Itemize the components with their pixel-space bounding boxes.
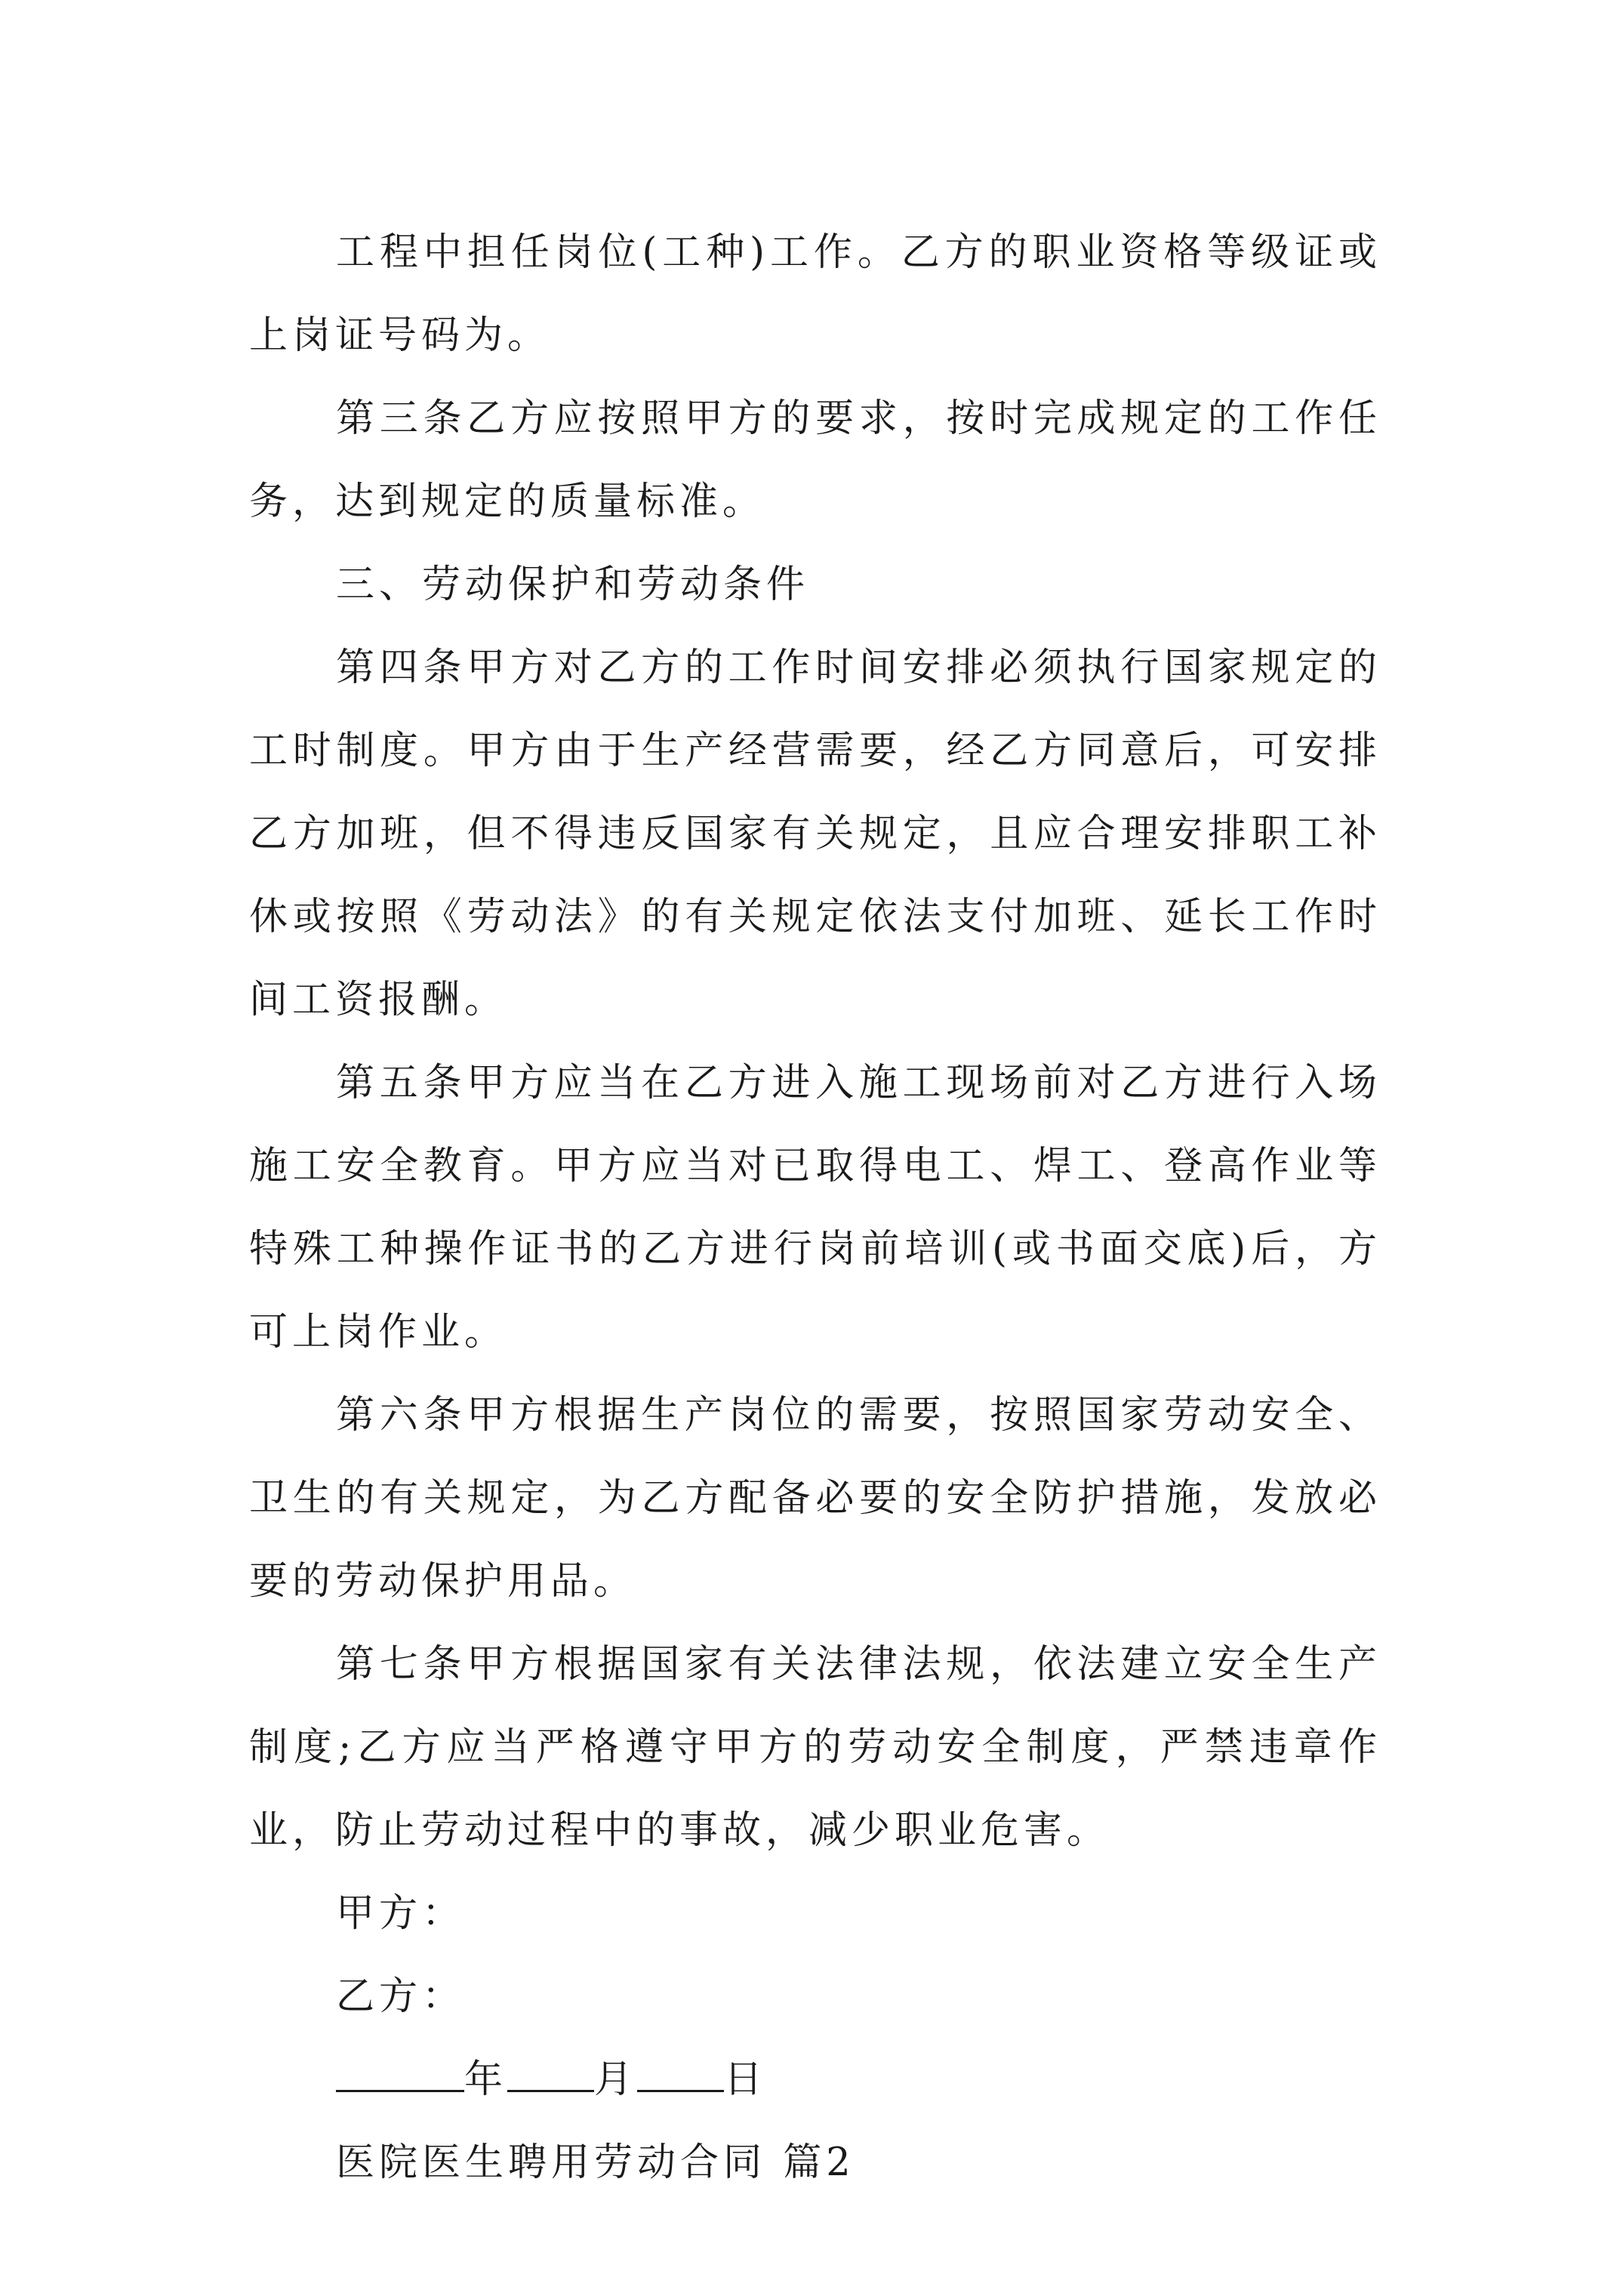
party-b-signature-line: 乙方： xyxy=(336,1974,466,2019)
month-blank xyxy=(507,2052,594,2092)
paragraph-article-5: 第五条甲方应当在乙方进入施工现场前对乙方进行入场施工安全教育。甲方应当对已取得电工、焊工、登高作业等特殊工种操作证书的乙方进行岗前培训(或书面交底)后，方可上岗作业。 xyxy=(249,1061,1381,1354)
year-label: 年 xyxy=(464,2057,508,2102)
next-section-heading: 医院医生聘用劳动合同 篇2 xyxy=(336,2140,855,2185)
paragraph-article-7: 第七条甲方根据国家有关法律法规，依法建立安全生产制度;乙方应当严格遵守甲方的劳动安全制度，严禁违章作业，防止劳动过程中的事故，减少职业危害。 xyxy=(249,1642,1381,1853)
party-a-signature-line: 甲方： xyxy=(336,1891,466,1936)
date-line xyxy=(249,2039,1381,2122)
paragraph-position: 工程中担任岗位(工种)工作。乙方的职业资格等级证或上岗证号码为。 xyxy=(249,230,1381,358)
paragraph-article-3: 第三条乙方应按照甲方的要求，按时完成规定的工作任务，达到规定的质量标准。 xyxy=(249,396,1381,524)
day-blank xyxy=(637,2052,724,2092)
year-blank xyxy=(336,2052,464,2092)
paragraph-article-6: 第六条甲方根据生产岗位的需要，按照国家劳动安全、卫生的有关规定，为乙方配备必要的安全防护措施，发放必要的劳动保护用品。 xyxy=(249,1393,1381,1604)
document-body xyxy=(249,211,1381,2205)
section-heading-labor-protection: 三、劳动保护和劳动条件 xyxy=(336,562,810,607)
month-label: 月 xyxy=(594,2057,638,2102)
paragraph-article-4: 第四条甲方对乙方的工作时间安排必须执行国家规定的工时制度。甲方由于生产经营需要，经乙方同意后，可安排乙方加班，但不得违反国家有关规定，且应合理安排职工补休或按照《劳动法》的有关规定依法支付加班、延长工作时间工资报酬。 xyxy=(249,646,1381,1022)
day-label: 日 xyxy=(724,2057,768,2102)
